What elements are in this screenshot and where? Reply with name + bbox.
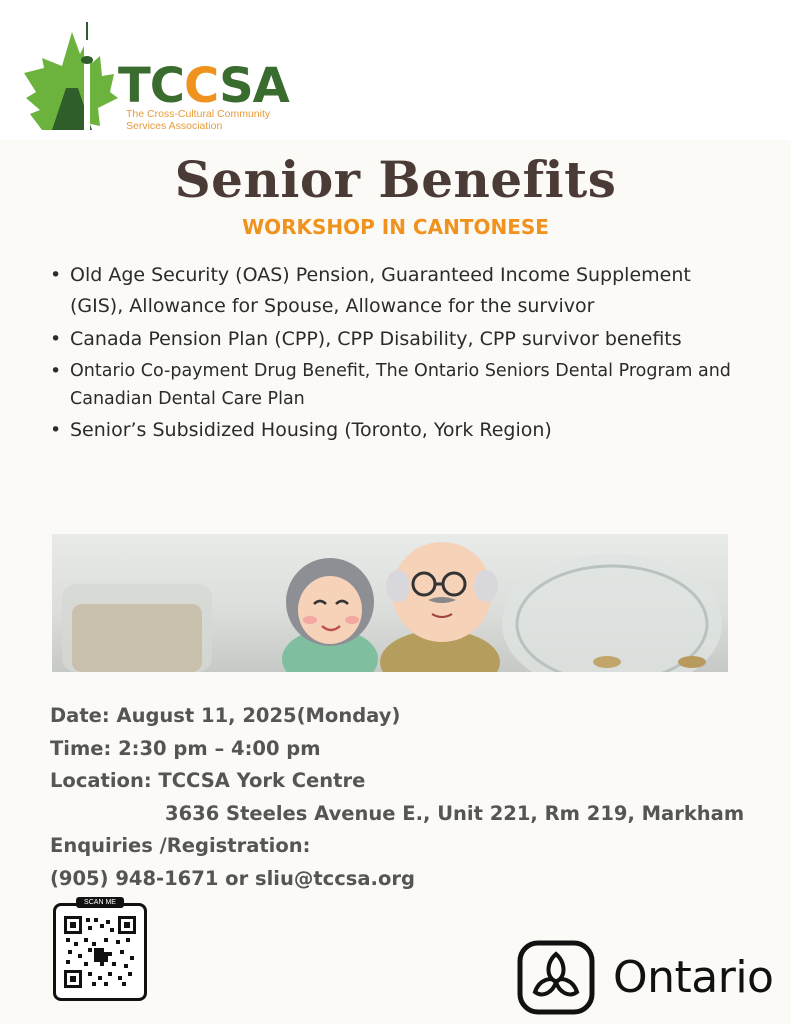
org-full-name <box>126 108 270 132</box>
list-item: • Ontario Co-payment Drug Benefit, The Ontario Seniors Dental Program and Canadian Dental Care Plan <box>48 357 748 413</box>
enquiries-label: Enquiries /Registration: <box>50 834 311 857</box>
page-subtitle: WORKSHOP IN CANTONESE <box>242 215 549 239</box>
event-details <box>50 700 770 895</box>
ontario-logo[interactable] <box>517 940 777 1015</box>
scan-me-label: SCAN ME <box>76 897 124 908</box>
trillium-icon <box>517 940 595 1015</box>
event-address: 3636 Steeles Avenue E., Unit 221, Rm 219, Markham <box>165 801 745 825</box>
seniors-photo <box>52 534 728 672</box>
tccsa-logo[interactable] <box>22 18 292 133</box>
org-name-line2: Services Association <box>126 120 223 132</box>
list-item: • Senior’s Subsidized Housing (Toronto, York Region) <box>48 415 748 446</box>
org-name-line1: The Cross-Cultural Community <box>126 108 271 120</box>
list-item: • Canada Pension Plan (CPP), CPP Disability, CPP survivor benefits <box>48 324 748 355</box>
event-location: Location: TCCSA York Centre <box>50 769 366 792</box>
ontario-wordmark: Ontario <box>613 952 774 1003</box>
contact-info[interactable]: (905) 948-1671 or sliu@tccsa.org <box>50 866 415 890</box>
maple-leaf-tower-icon <box>22 18 122 130</box>
benefits-list <box>48 260 748 448</box>
event-date: Date: August 11, 2025(Monday) <box>50 704 401 727</box>
qr-pattern <box>64 916 136 988</box>
tccsa-wordmark: TCCSA <box>118 58 289 114</box>
page-title: Senior Benefits <box>174 150 617 209</box>
list-item: • Old Age Security (OAS) Pension, Guaranteed Income Supplement (GIS), Allowance for Spouse, Allowance for the survivor <box>48 260 748 322</box>
seniors-figurines-illustration <box>52 534 728 672</box>
qr-code[interactable] <box>53 899 147 1001</box>
event-time: Time: 2:30 pm – 4:00 pm <box>50 736 321 760</box>
